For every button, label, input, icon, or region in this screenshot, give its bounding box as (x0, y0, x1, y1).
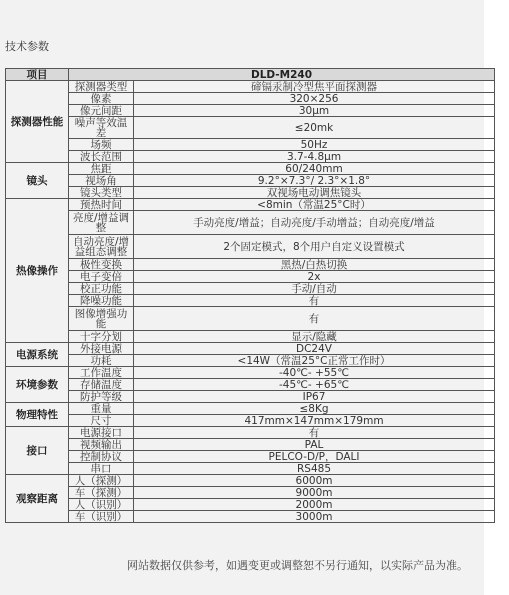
param-value: DC24V (134, 343, 495, 355)
group-label: 环境参数 (6, 367, 69, 403)
group-label: 电源系统 (6, 343, 69, 367)
table-row (6, 463, 495, 475)
param-value: PAL (134, 439, 495, 451)
param-label: 人（探测） (69, 475, 134, 487)
param-label: 串口 (69, 463, 134, 475)
param-label: 电子变倍 (69, 271, 134, 283)
table-row (6, 271, 495, 283)
param-value: 9000m (134, 487, 495, 499)
table-row (6, 295, 495, 307)
param-label: 控制协议 (69, 451, 134, 463)
section-heading: 技术参数 (5, 40, 49, 53)
param-value: 2000m (134, 499, 495, 511)
table-row (6, 235, 495, 259)
table-row (6, 105, 495, 117)
table-row (6, 475, 495, 487)
param-value: 黑热/白热切换 (134, 259, 495, 271)
table-row (6, 355, 495, 367)
table-row (6, 93, 495, 105)
param-label: 图像增强功能 (69, 307, 134, 331)
param-value: 3.7-4.8μm (134, 151, 495, 163)
table-row (6, 259, 495, 271)
table-row (6, 283, 495, 295)
group-label: 探测器性能 (6, 81, 69, 163)
param-label: 自动亮度/增益组态调整 (69, 235, 134, 259)
param-value: 320×256 (134, 93, 495, 105)
header-model: DLD-M240 (69, 69, 495, 81)
param-label: 车（识别） (69, 511, 134, 523)
table-row (6, 187, 495, 199)
param-label: 镜头类型 (69, 187, 134, 199)
param-value: 50Hz (134, 139, 495, 151)
param-value: 2x (134, 271, 495, 283)
table-row (6, 511, 495, 523)
param-value: PELCO-D/P，DALI (134, 451, 495, 463)
param-label: 工作温度 (69, 367, 134, 379)
param-label: 亮度/增益调整 (69, 211, 134, 235)
table-row (6, 403, 495, 415)
param-value: 手动/自动 (134, 283, 495, 295)
param-label: 十字分划 (69, 331, 134, 343)
param-label: 波长范围 (69, 151, 134, 163)
param-label: 重量 (69, 403, 134, 415)
table-row (6, 499, 495, 511)
param-value: ≤8Kg (134, 403, 495, 415)
param-label: 场频 (69, 139, 134, 151)
param-label: 极性变换 (69, 259, 134, 271)
table-row (6, 117, 495, 139)
param-label: 尺寸 (69, 415, 134, 427)
param-value: 3000m (134, 511, 495, 523)
table-header-row (6, 69, 495, 81)
table-row (6, 151, 495, 163)
table-row (6, 391, 495, 403)
param-value: 显示/隐藏 (134, 331, 495, 343)
disclaimer-note: 网站数据仅供参考，如遇变更或调整恕不另行通知，以实际产品为准。 (127, 559, 468, 572)
param-value: 9.2°×7.3°/ 2.3°×1.8° (134, 175, 495, 187)
param-label: 电源接口 (69, 427, 134, 439)
param-value: 6000m (134, 475, 495, 487)
param-label: 探测器类型 (69, 81, 134, 93)
param-value: 双视场电动调焦镜头 (134, 187, 495, 199)
param-label: 视场角 (69, 175, 134, 187)
table-row (6, 175, 495, 187)
param-value: 30μm (134, 105, 495, 117)
table-row (6, 139, 495, 151)
group-label: 接口 (6, 427, 69, 475)
table-row (6, 451, 495, 463)
param-value: 手动亮度/增益；自动亮度/手动增益；自动亮度/增益 (134, 211, 495, 235)
header-item-label: 项目 (6, 69, 69, 81)
group-label: 观察距离 (6, 475, 69, 523)
param-label: 人（识别） (69, 499, 134, 511)
param-value: ≤20mk (134, 117, 495, 139)
param-value: <8min（常温25°C时） (134, 199, 495, 211)
param-label: 像元间距 (69, 105, 134, 117)
table-row (6, 343, 495, 355)
spec-table (5, 68, 495, 523)
param-label: 外接电源 (69, 343, 134, 355)
param-value: 有 (134, 427, 495, 439)
param-label: 功耗 (69, 355, 134, 367)
table-row (6, 163, 495, 175)
group-label: 热像操作 (6, 199, 69, 343)
group-label: 镜头 (6, 163, 69, 199)
table-row (6, 211, 495, 235)
param-label: 视频输出 (69, 439, 134, 451)
group-label: 物理特性 (6, 403, 69, 427)
param-label: 车（探测） (69, 487, 134, 499)
param-label: 存储温度 (69, 379, 134, 391)
table-row (6, 307, 495, 331)
param-value: -40℃- +55℃ (134, 367, 495, 379)
param-value: 417mm×147mm×179mm (134, 415, 495, 427)
param-label: 降噪功能 (69, 295, 134, 307)
table-row (6, 487, 495, 499)
param-value: IP67 (134, 391, 495, 403)
param-value: 碲镉汞制冷型焦平面探测器 (134, 81, 495, 93)
param-label: 校正功能 (69, 283, 134, 295)
table-row (6, 427, 495, 439)
table-row (6, 367, 495, 379)
param-value: RS485 (134, 463, 495, 475)
param-label: 焦距 (69, 163, 134, 175)
param-value: 有 (134, 307, 495, 331)
param-value: -45℃- +65℃ (134, 379, 495, 391)
param-label: 噪声等效温差 (69, 117, 134, 139)
table-row (6, 331, 495, 343)
param-label: 像素 (69, 93, 134, 105)
param-value: 60/240mm (134, 163, 495, 175)
param-value: <14W（常温25°C正常工作时） (134, 355, 495, 367)
table-row (6, 415, 495, 427)
param-value: 2个固定模式，8个用户自定义设置模式 (134, 235, 495, 259)
table-row (6, 81, 495, 93)
table-row (6, 379, 495, 391)
param-value: 有 (134, 295, 495, 307)
table-row (6, 199, 495, 211)
param-label: 预热时间 (69, 199, 134, 211)
param-label: 防护等级 (69, 391, 134, 403)
table-row (6, 439, 495, 451)
